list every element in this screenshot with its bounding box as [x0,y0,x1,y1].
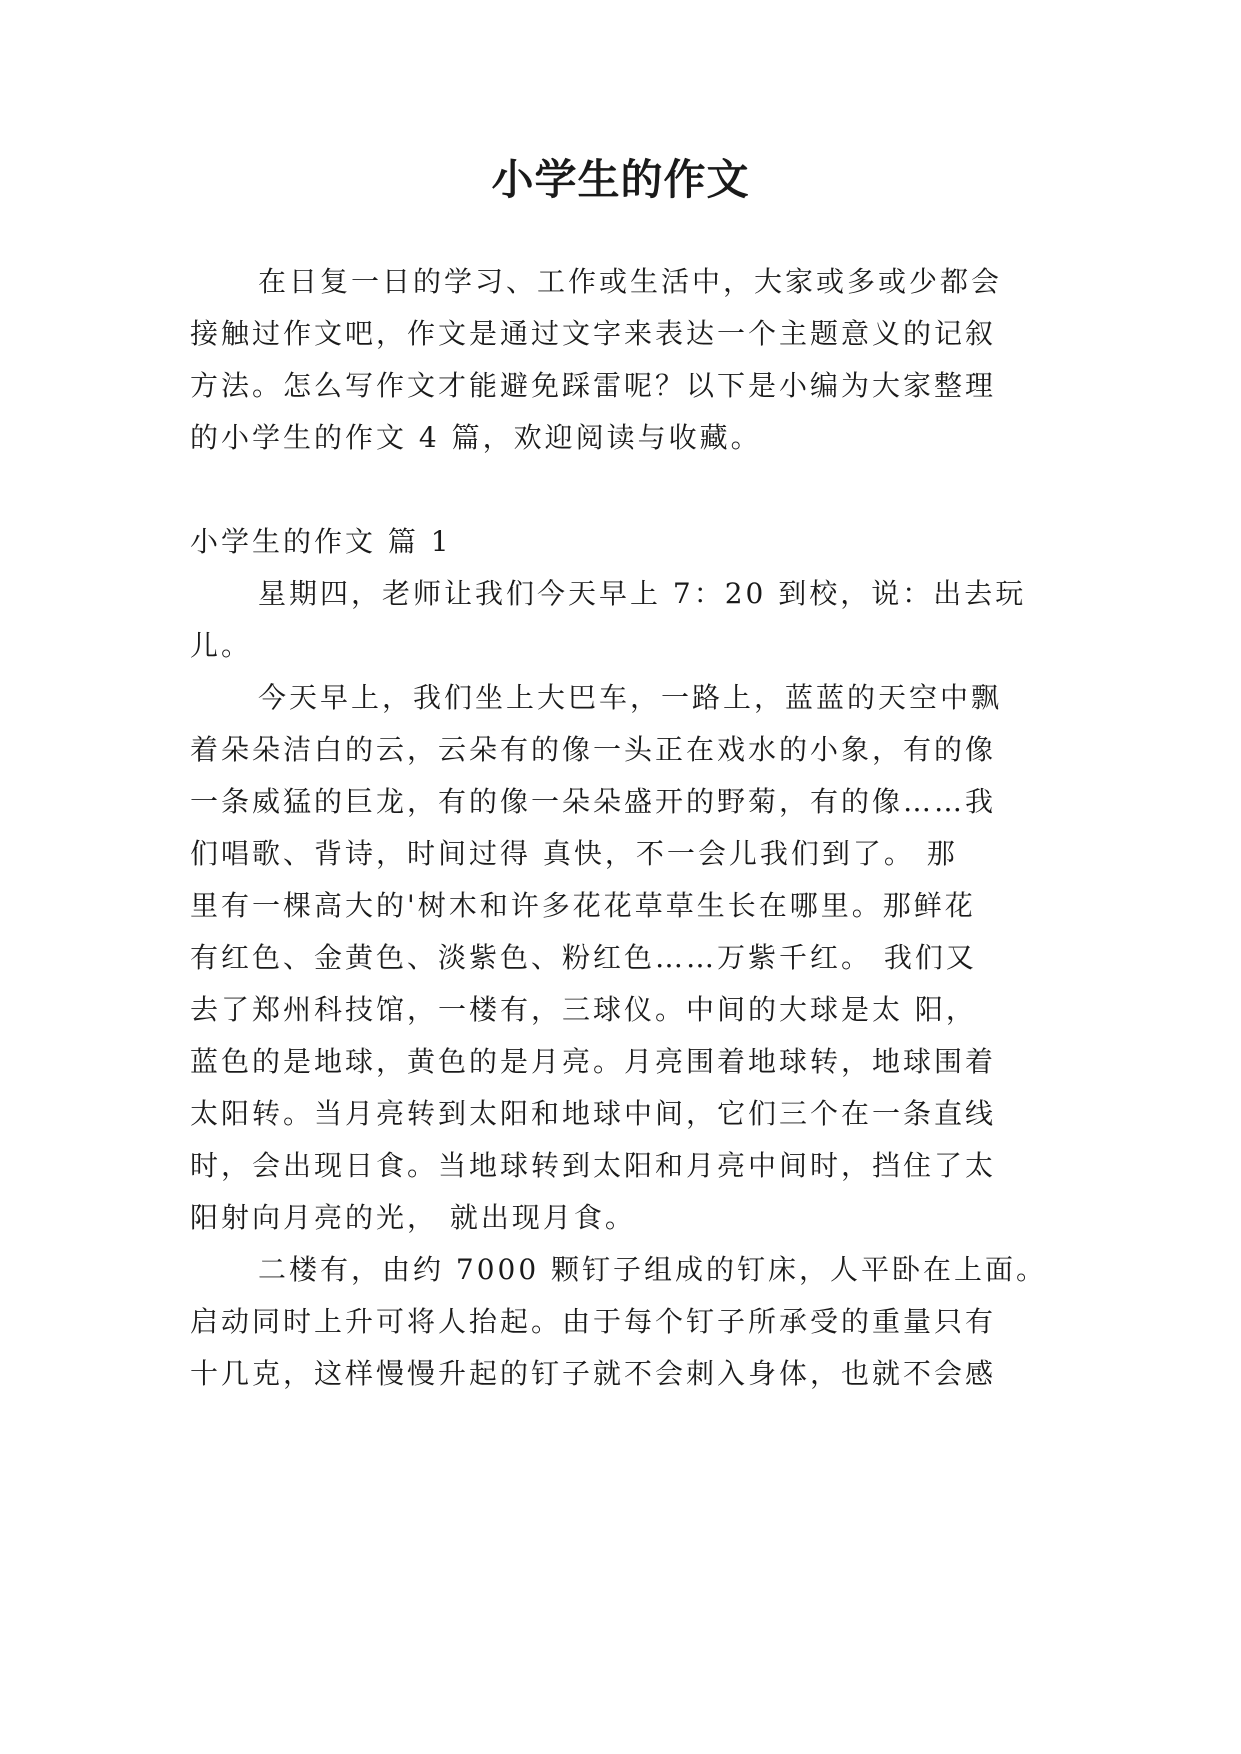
text-line: 阳射向月亮的光， 就出现月食。 [190,1201,636,1234]
text-line: 接触过作文吧，作文是通过文字来表达一个主题意义的记叙 [190,317,997,350]
text-line: 方法。怎么写作文才能避免踩雷呢？以下是小编为大家整理 [190,369,997,402]
text-line: 太阳转。当月亮转到太阳和地球中间，它们三个在一条直线 [190,1097,997,1130]
text-line: 去了郑州科技馆，一楼有，三球仪。中间的大球是太 阳， [190,993,977,1026]
text-line: 一条威猛的巨龙，有的像一朵朵盛开的野菊，有的像……我 [190,785,997,818]
text-line: 蓝色的是地球，黄色的是月亮。月亮围着地球转，地球围着 [190,1045,997,1078]
text-line: 二楼有，由约 7000 颗钉子组成的钉床，人平卧在上面。 [258,1253,1048,1286]
text-line: 着朵朵洁白的云，云朵有的像一头正在戏水的小象，有的像 [190,733,997,766]
text-line: 今天早上，我们坐上大巴车，一路上，蓝蓝的天空中飘 [258,681,1003,714]
section-heading: 小学生的作文 篇 1 [190,525,452,558]
text-line: 的小学生的作文 4 篇，欢迎阅读与收藏。 [190,421,762,454]
text-line: 儿。 [190,629,253,662]
text-line: 在日复一日的学习、工作或生活中，大家或多或少都会 [258,265,1003,298]
text-line: 启动同时上升可将人抬起。由于每个钉子所承受的重量只有 [190,1305,997,1338]
text-line: 们唱歌、背诗，时间过得 真快，不一会儿我们到了。 那 [190,837,958,870]
page-title: 小学生的作文 [491,155,750,204]
text-line: 十几克，这样慢慢升起的钉子就不会刺入身体，也就不会感 [190,1357,997,1390]
text-line: 时，会出现日食。当地球转到太阳和月亮中间时，挡住了太 [190,1149,997,1182]
text-line: 星期四，老师让我们今天早上 7：20 到校，说：出去玩 [258,577,1027,610]
text-line: 有红色、金黄色、淡紫色、粉红色……万紫千红。 我们又 [190,941,977,974]
text-line: 里有一棵高大的'树木和许多花花草草生长在哪里。那鲜花 [190,889,976,922]
